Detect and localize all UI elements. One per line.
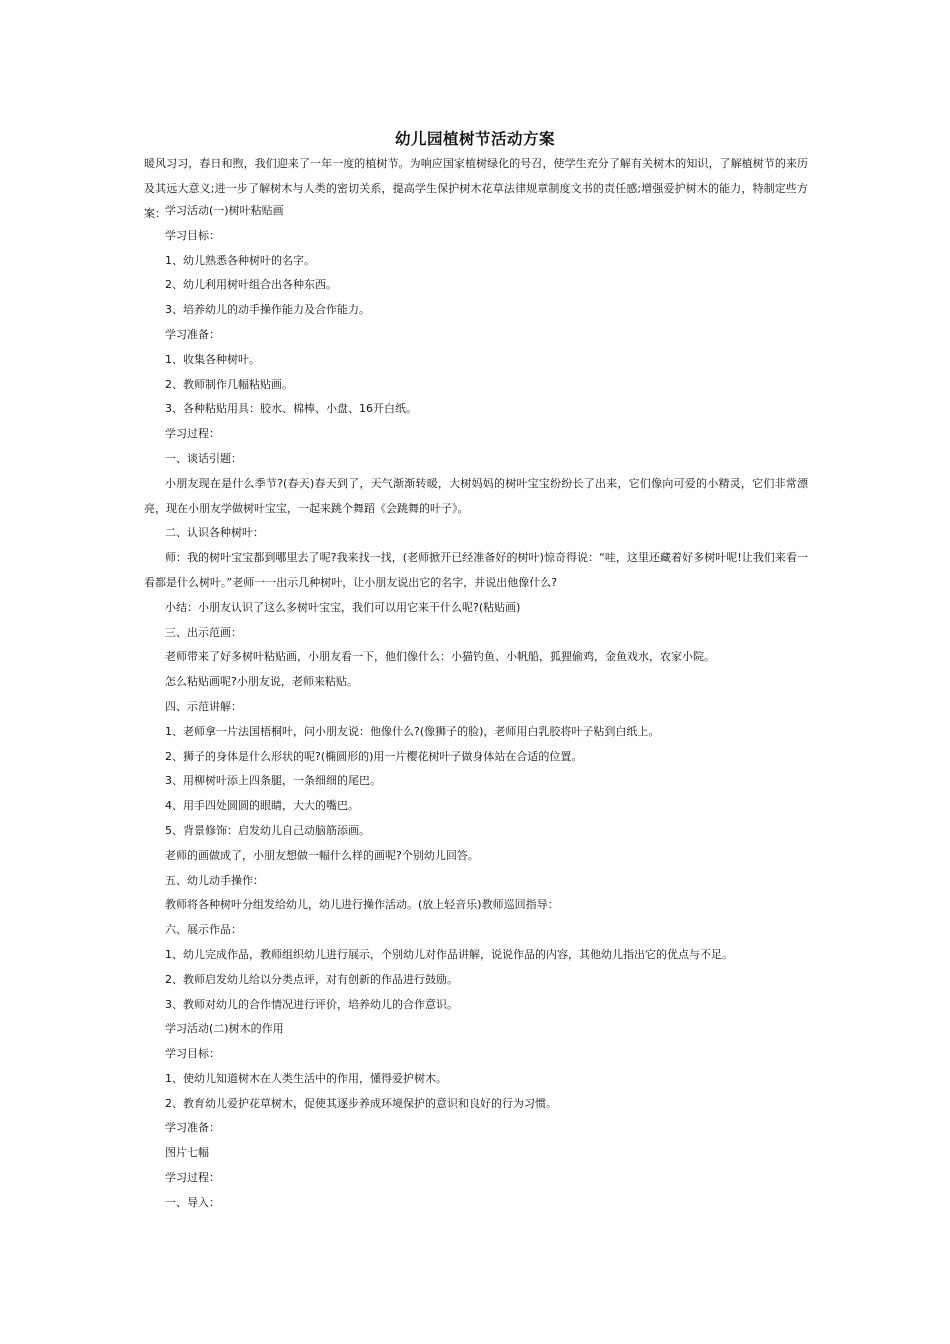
subheading: 一、谈话引题：	[165, 451, 242, 465]
list-item: 2、教师启发幼儿给以分类点评，对有创新的作品进行鼓励。	[165, 972, 458, 986]
list-item: 5、背景修饰：启发幼儿自己动脑筋添画。	[165, 823, 370, 837]
paragraph: 老师的画做成了，小朋友想做一幅什么样的画呢?个别幼儿回答。	[165, 848, 479, 862]
list-item: 1、幼儿完成作品，教师组织幼儿进行展示，个别幼儿对作品讲解，说说作品的内容，其他幼儿指出它的优点与不足。	[165, 947, 733, 961]
subheading: 六、展示作品：	[165, 923, 242, 937]
list-item: 3、各种粘贴用具：胶水、棉棒、小盘、16开白纸。	[165, 402, 417, 416]
paragraph: 教师将各种树叶分组发给幼儿，幼儿进行操作活动。(放上轻音乐)教师巡回指导：	[165, 898, 559, 912]
paragraph: 老师带来了好多树叶粘贴画，小朋友看一下，他们像什么：小猫钓鱼、小帆船，狐狸偷鸡，金鱼戏水，农家小院。	[165, 650, 715, 664]
list-item: 2、狮子的身体是什么形状的呢?(椭圆形的)用一片樱花树叶子做身体站在合适的位置。	[165, 749, 583, 763]
list-item: 2、教师制作几幅粘贴画。	[165, 377, 293, 391]
list-item: 2、教育幼儿爱护花草树木，促使其逐步养成环境保护的意识和良好的行为习惯。	[165, 1096, 557, 1110]
subheading: 学习准备：	[165, 327, 220, 341]
list-item: 1、幼儿熟悉各种树叶的名字。	[165, 253, 315, 267]
paragraph: 师：我的树叶宝宝都到哪里去了呢?我来找一找，(老师掀开已经准备好的树叶)惊奇得说：“哇，这里还藏着好多树叶呢!让我们来看一看都是什么树叶。”老师一一出示几种树叶，让小朋友说出它的名字，并说出他像什么?	[144, 551, 808, 589]
subheading: 一、导入：	[165, 1195, 220, 1209]
list-item: 3、用柳树叶添上四条腿，一条细细的尾巴。	[165, 774, 381, 788]
section-heading: 学习活动(一)树叶粘贴画	[165, 204, 284, 217]
list-item: 2、幼儿利用树叶组合出各种东西。	[165, 278, 337, 292]
intro-paragraph: 暖风习习，春日和煦，我们迎来了一年一度的植树节。为响应国家植树绿化的号召，使学生充分了解有关树木的知识，了解植树节的来历及其远大意义;进一步了解树木与人类的密切关系，提高学生保护树木花草法律规章制度文书的责任感;增强爱护树木的能力，特制定些方案：	[144, 157, 808, 220]
paragraph: 小朋友现在是什么季节?(春天)春天到了，天气渐渐转暖，大树妈妈的树叶宝宝纷纷长了出来，它们像向可爱的小精灵，它们非常漂亮，现在小朋友学做树叶宝宝，一起来跳个舞蹈《会跳舞的叶子》。	[144, 476, 808, 515]
subheading: 五、幼儿动手操作：	[165, 873, 264, 887]
list-item: 3、培养幼儿的动手操作能力及合作能力。	[165, 303, 370, 317]
document-body	[0, 199, 950, 1216]
section-heading: 学习活动(二)树木的作用	[165, 1022, 284, 1036]
subheading: 学习目标：	[165, 1047, 220, 1061]
subheading: 四、示范讲解：	[165, 699, 242, 713]
paragraph: 小结：小朋友认识了这么多树叶宝宝，我们可以用它来干什么呢?(粘贴画)	[165, 600, 521, 614]
paragraph: 图片七幅	[165, 1146, 209, 1160]
list-item: 1、老师拿一片法国梧桐叶，问小朋友说：他像什么?(像狮子的脸)，老师用白乳胶将叶子粘到白纸上。	[165, 724, 660, 738]
subheading: 学习目标：	[165, 228, 220, 242]
document-title: 幼儿园植树节活动方案	[394, 130, 555, 148]
list-item: 3、教师对幼儿的合作情况进行评价，培养幼儿的合作意识。	[165, 997, 458, 1011]
subheading: 学习过程：	[165, 427, 220, 441]
subheading: 学习准备：	[165, 1121, 220, 1135]
subheading: 三、出示范画：	[165, 625, 242, 639]
list-item: 1、收集各种树叶。	[165, 352, 260, 366]
subheading: 学习过程：	[165, 1171, 220, 1185]
paragraph: 怎么粘贴画呢?小朋友说，老师来粘贴。	[165, 675, 358, 689]
subheading: 二、认识各种树叶：	[165, 526, 264, 540]
list-item: 1、使幼儿知道树木在人类生活中的作用，懂得爱护树木。	[165, 1071, 447, 1085]
list-item: 4、用手四处圆圆的眼睛，大大的嘴巴。	[165, 799, 359, 813]
